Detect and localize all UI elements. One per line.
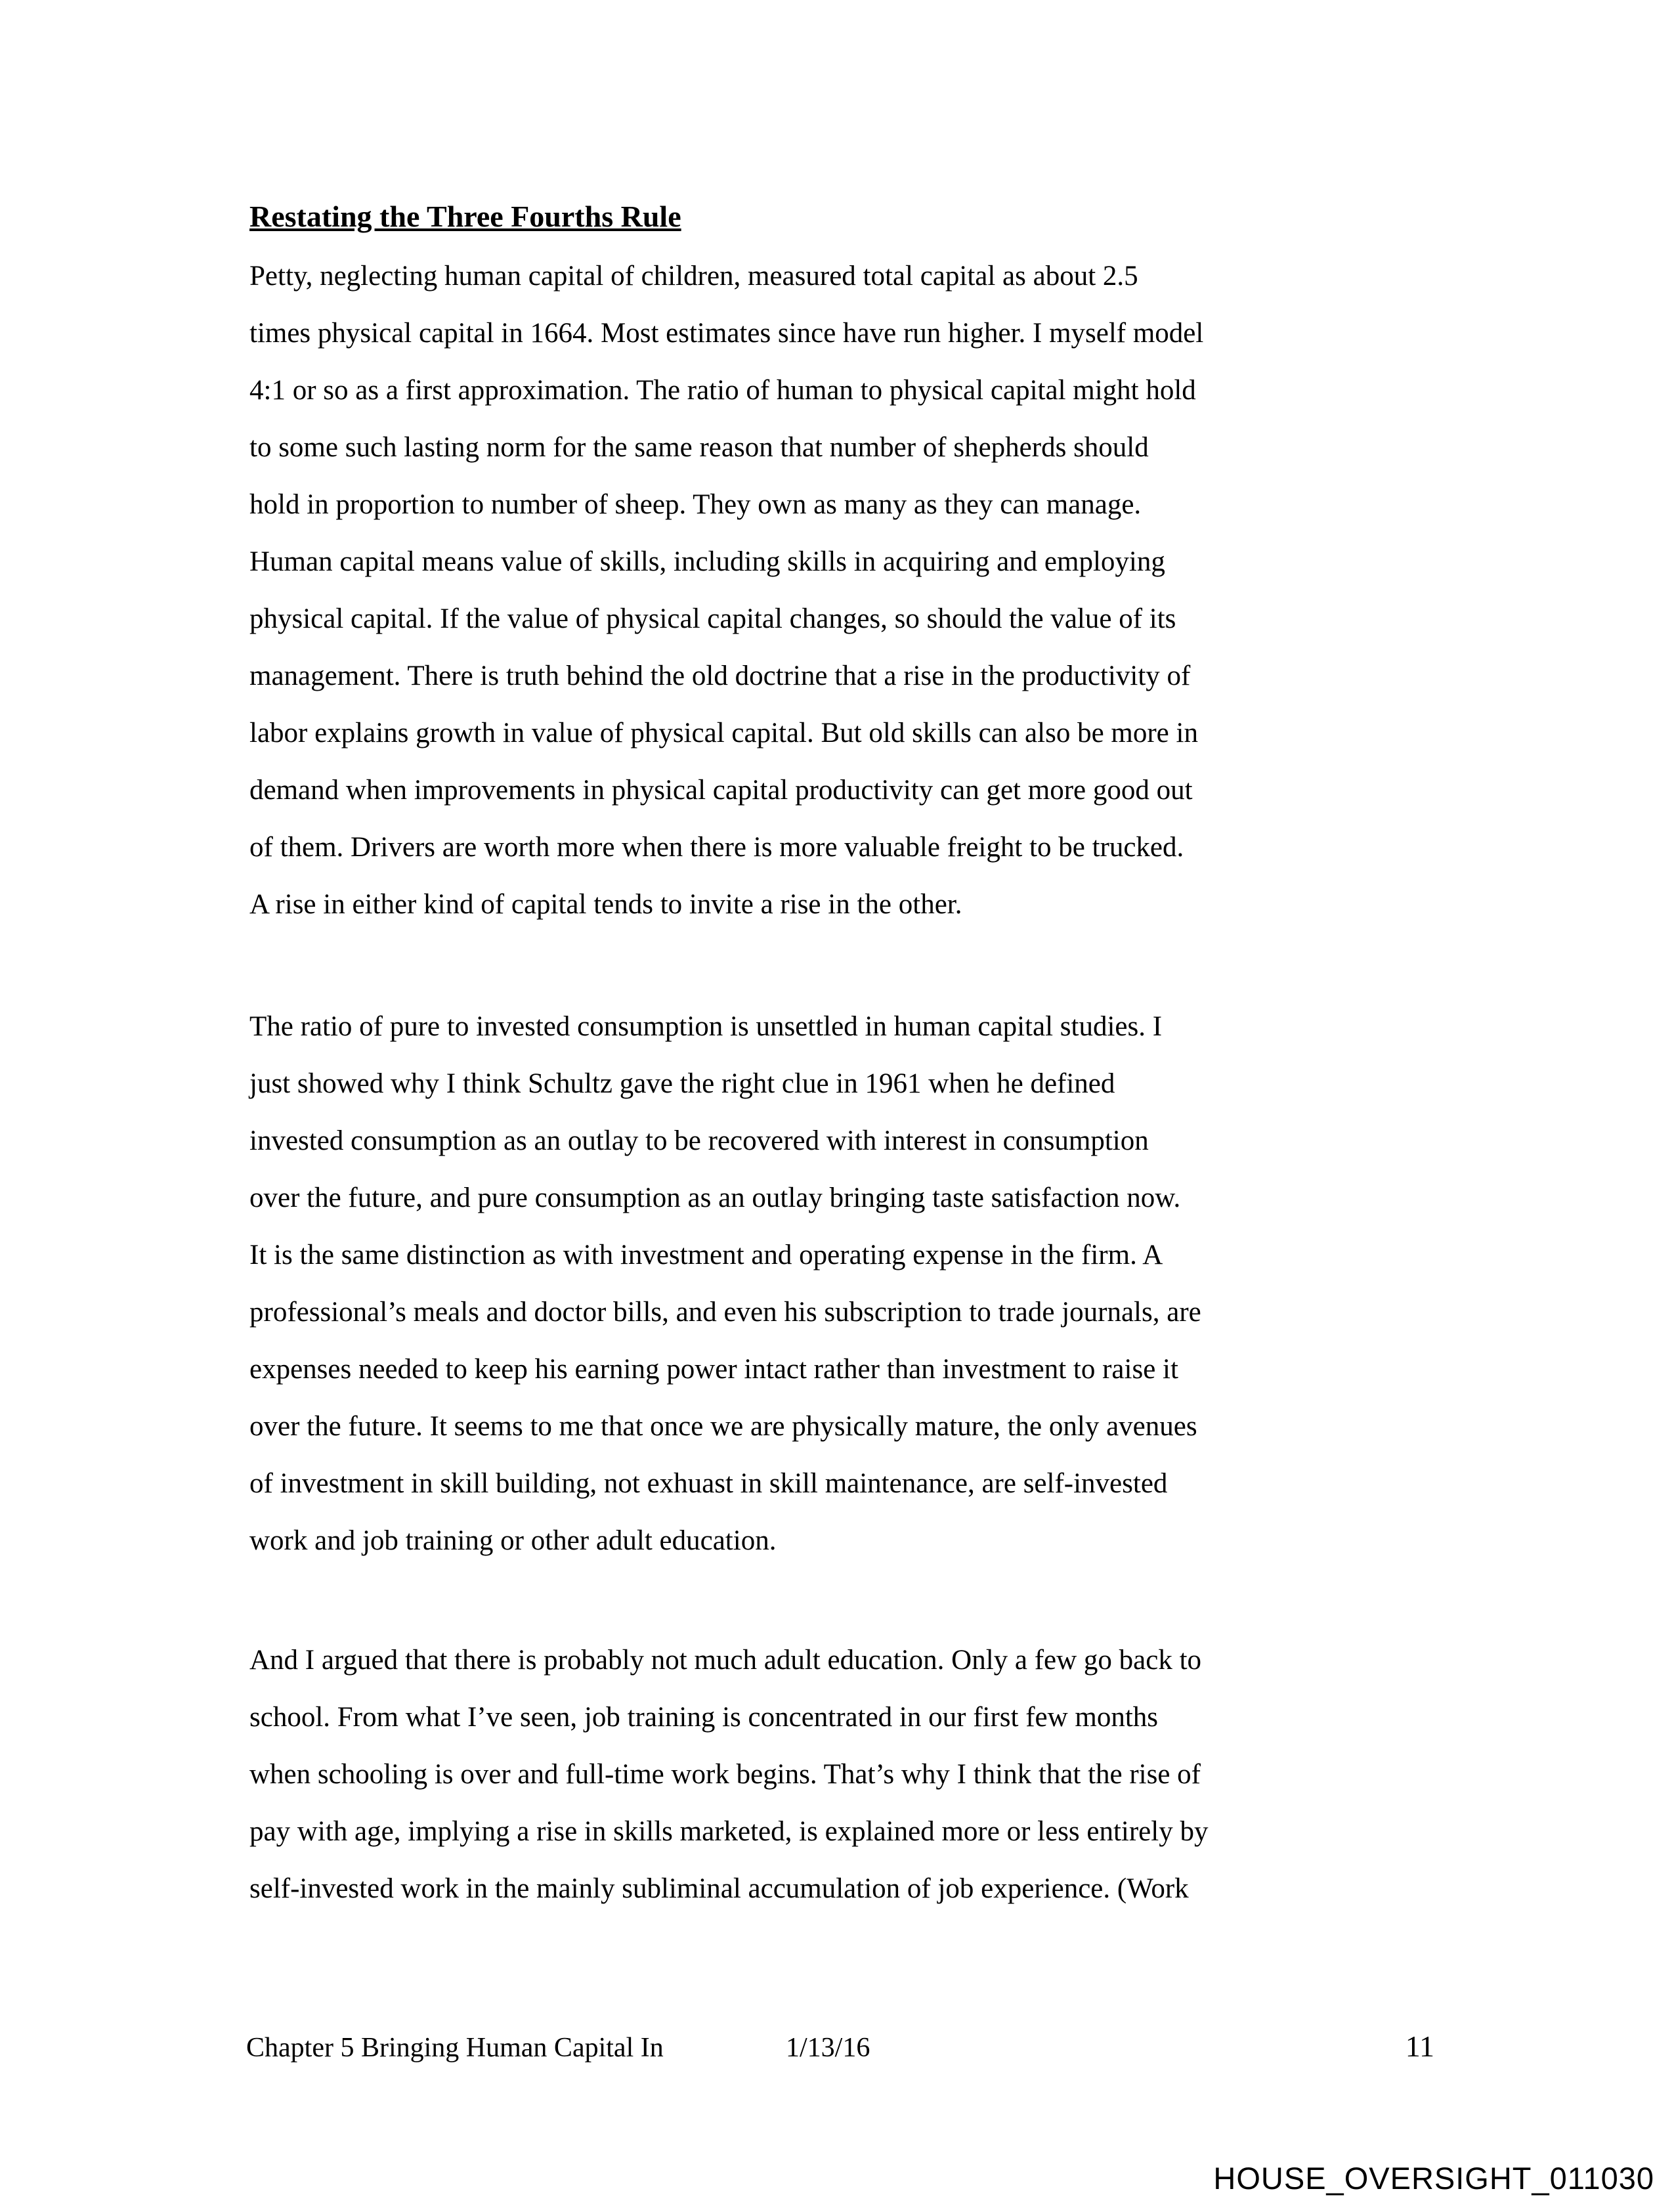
- text-line: times physical capital in 1664. Most estimates since have run higher. I myself model: [249, 318, 1204, 349]
- text-line: labor explains growth in value of physical capital. But old skills can also be more in: [249, 718, 1198, 748]
- text-line: school. From what I’ve seen, job training is concentrated in our first few months: [249, 1702, 1159, 1733]
- text-line: management. There is truth behind the old doctrine that a rise in the productivity of: [249, 661, 1191, 691]
- bates-stamp: HOUSE_OVERSIGHT_011030: [1213, 2161, 1654, 2196]
- paragraph-1: [249, 248, 1425, 933]
- text-line: hold in proportion to number of sheep. They own as many as they can manage.: [249, 489, 1142, 520]
- text-line: 4:1 or so as a first approximation. The ratio of human to physical capital might hold: [249, 375, 1196, 406]
- text-line: when schooling is over and full-time work begins. That’s why I think that the rise of: [249, 1759, 1201, 1790]
- text-line: self-invested work in the mainly subliminal accumulation of job experience. (Work: [249, 1873, 1189, 1904]
- text-line: just showed why I think Schultz gave the right clue in 1961 when he defined: [249, 1068, 1115, 1099]
- text-line: And I argued that there is probably not much adult education. Only a few go back to: [249, 1645, 1202, 1676]
- text-line: It is the same distinction as with investment and operating expense in the firm. A: [249, 1240, 1163, 1270]
- text-line: work and job training or other adult education.: [249, 1525, 777, 1556]
- footer-date: 1/13/16: [786, 2033, 870, 2063]
- text-line: A rise in either kind of capital tends to invite a rise in the other.: [249, 889, 962, 920]
- paragraph-2: [249, 998, 1425, 1569]
- section-heading: Restating the Three Fourths Rule: [249, 200, 681, 233]
- text-line: of them. Drivers are worth more when there is more valuable freight to be trucked.: [249, 832, 1184, 863]
- text-line: expenses needed to keep his earning power intact rather than investment to raise it: [249, 1354, 1178, 1385]
- text-line: over the future, and pure consumption as an outlay bringing taste satisfaction now.: [249, 1182, 1181, 1213]
- text-line: physical capital. If the value of physical capital changes, so should the value of its: [249, 603, 1176, 634]
- text-line: to some such lasting norm for the same reason that number of shepherds should: [249, 432, 1149, 463]
- text-line: demand when improvements in physical capital productivity can get more good out: [249, 775, 1193, 806]
- text-line: over the future. It seems to me that once we are physically mature, the only avenues: [249, 1411, 1197, 1442]
- text-line: pay with age, implying a rise in skills marketed, is explained more or less entirely by: [249, 1816, 1209, 1847]
- text-line: of investment in skill building, not exhuast in skill maintenance, are self-invested: [249, 1468, 1168, 1499]
- text-line: professional’s meals and doctor bills, and even his subscription to trade journals, are: [249, 1297, 1201, 1328]
- paragraph-3: [249, 1632, 1425, 1917]
- text-line: Human capital means value of skills, including skills in acquiring and employing: [249, 546, 1165, 577]
- text-line: invested consumption as an outlay to be recovered with interest in consumption: [249, 1125, 1149, 1156]
- text-line: The ratio of pure to invested consumption is unsettled in human capital studies. I: [249, 1011, 1163, 1042]
- text-line: Petty, neglecting human capital of children, measured total capital as about 2.5: [249, 261, 1138, 292]
- footer-chapter-title: Chapter 5 Bringing Human Capital In: [246, 2033, 664, 2063]
- footer-page-number: 11: [1405, 2029, 1434, 2063]
